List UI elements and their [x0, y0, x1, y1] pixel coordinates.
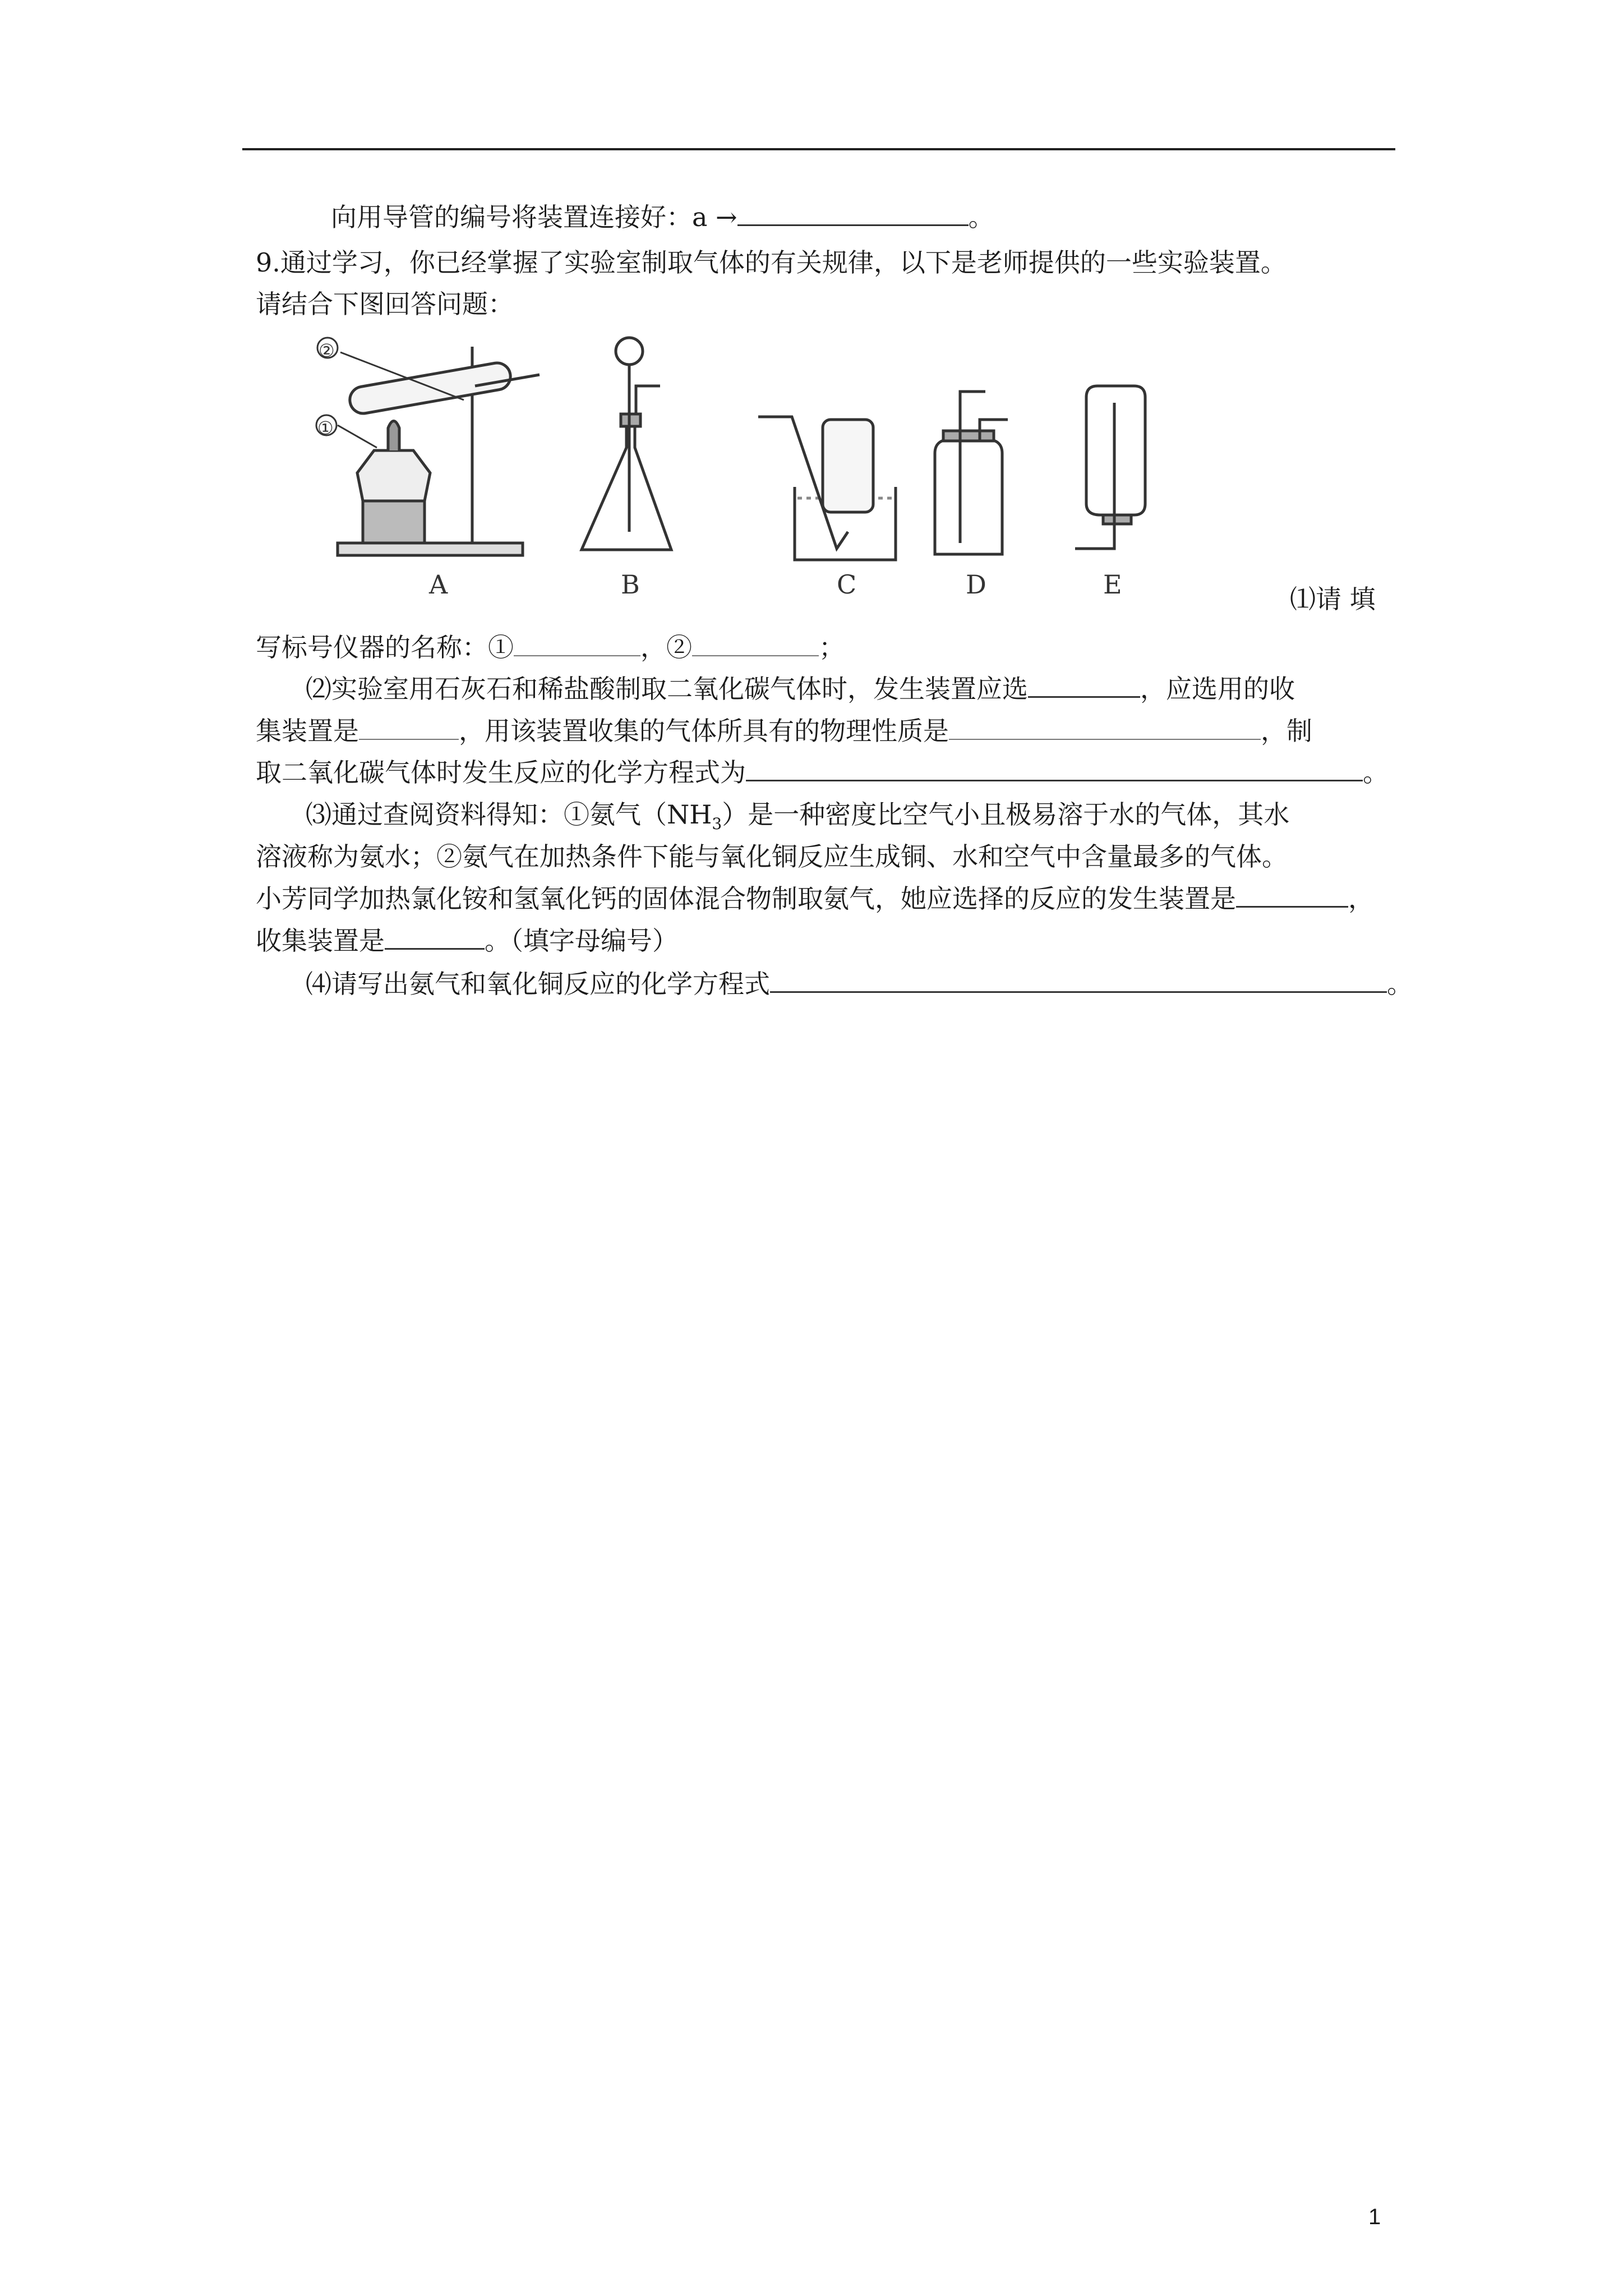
blank-co2-collector[interactable]	[359, 716, 459, 740]
part3-line-4: 收集装置是 。（填字母编号）	[256, 926, 678, 956]
blank-co2-generator[interactable]	[1028, 674, 1140, 698]
part3-line-3: 小芳同学加热氯化铵和氢氧化钙的固体混合物制取氨气，她应选择的反应的发生装置是 ，	[256, 884, 1374, 914]
part2-line-3: 取二氧化碳气体时发生反应的化学方程式为 。	[256, 757, 1389, 788]
part3-line-1: ⑶通过查阅资料得知：①氨气$(NH_3)$是一种密度比空气小且极易溶于水的气体，其水	[306, 799, 1290, 834]
header-rule	[242, 148, 1395, 150]
blank-nh3-collector[interactable]	[385, 926, 485, 950]
part3-line-2: 溶液称为氨水；②氨气在加热条件下能与氧化铜反应生成铜、水和空气中含量最多的气体。	[256, 841, 1288, 872]
blank-instrument-1[interactable]	[514, 633, 640, 656]
apparatus-b	[582, 338, 671, 550]
part2-line-2: 集装置是 ，用该装置收集的气体所具有的物理性质是 ，制	[256, 716, 1312, 746]
figure-label-e: E	[1103, 569, 1122, 600]
blank-instrument-2[interactable]	[692, 633, 819, 656]
blank-nh3-generator[interactable]	[1236, 884, 1348, 908]
figure-label-c: C	[837, 569, 857, 600]
question-stem-2: 请结合下图回答问题：	[256, 289, 514, 319]
lab-apparatus-figure	[315, 330, 1285, 610]
part1-line: 写标号仪器的名称：① ，② ；	[256, 632, 845, 662]
answer-blank[interactable]	[737, 202, 969, 226]
apparatus-c	[758, 417, 896, 560]
marker-1: ①	[317, 417, 334, 439]
intro-line: 向用导管的编号将装置连接好：a → 。	[331, 202, 994, 232]
figure-label-b: B	[621, 569, 640, 600]
blank-physical-property[interactable]	[949, 716, 1261, 740]
marker-2: ②	[319, 340, 335, 361]
apparatus-e	[1075, 386, 1145, 549]
apparatus-a	[316, 338, 540, 555]
part2-line-1: ⑵实验室用石灰石和稀盐酸制取二氧化碳气体时，发生装置应选 ，应选用的收	[306, 674, 1295, 704]
part4-line: ⑷请写出氨气和氧化铜反应的化学方程式 。	[306, 969, 1413, 999]
page-number: 1	[1368, 2205, 1381, 2229]
apparatus-d	[935, 392, 1008, 554]
question-stem-1: 9.通过学习，你已经掌握了实验室制取气体的有关规律，以下是老师提供的一些实验装置。	[256, 247, 1287, 278]
figure-label-a: A	[429, 569, 448, 600]
part1-lead: ⑴请 填	[1290, 584, 1376, 614]
blank-co2-equation[interactable]	[746, 757, 1363, 781]
blank-nh3-equation[interactable]	[770, 969, 1387, 993]
figure-label-d: D	[966, 569, 986, 600]
